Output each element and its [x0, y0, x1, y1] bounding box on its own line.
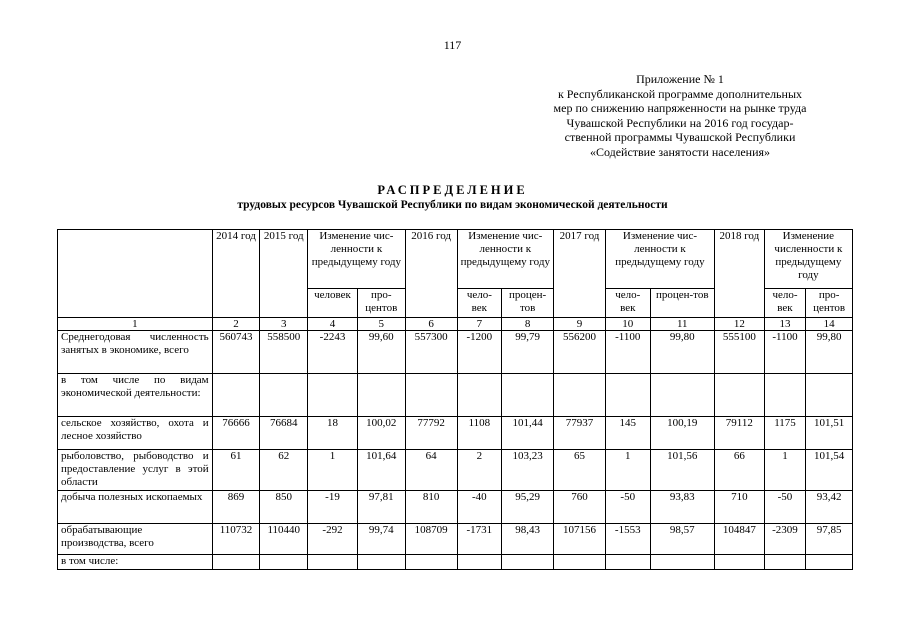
column-number: 1	[58, 318, 213, 331]
table-cell	[764, 555, 806, 570]
table-cell	[308, 555, 358, 570]
column-number: 14	[806, 318, 853, 331]
table-cell	[764, 374, 806, 417]
table-row	[58, 491, 853, 524]
table-cell: 99,80	[806, 331, 853, 374]
table-cell: 99,79	[502, 331, 554, 374]
document-subtitle: трудовых ресурсов Чувашской Республики по видам экономической деятельности	[237, 199, 668, 211]
header-change-2017: Изменение чис-ленности к предыдущему году	[605, 230, 714, 289]
row-label: в том числе:	[58, 555, 213, 570]
column-number: 8	[502, 318, 554, 331]
header-empty	[58, 230, 213, 318]
table-cell: 850	[260, 491, 308, 524]
table-cell: 99,60	[357, 331, 405, 374]
column-number: 3	[260, 318, 308, 331]
row-label: в том числе по видам экономической деятельности:	[58, 374, 213, 417]
row-label: сельское хозяйство, охота и лесное хозяйство	[58, 417, 213, 450]
column-number: 10	[605, 318, 650, 331]
table-cell: 810	[405, 491, 457, 524]
table-cell: 1	[308, 450, 358, 491]
table-cell: -1100	[764, 331, 806, 374]
table-cell	[212, 555, 260, 570]
table-cell	[405, 555, 457, 570]
table-cell	[457, 374, 502, 417]
table-cell: 18	[308, 417, 358, 450]
table-cell: -1731	[457, 524, 502, 555]
table-cell: 869	[212, 491, 260, 524]
table-cell: 61	[212, 450, 260, 491]
table-cell	[357, 555, 405, 570]
table-cell: 1	[605, 450, 650, 491]
table-cell: -1100	[605, 331, 650, 374]
column-number: 4	[308, 318, 358, 331]
table-cell	[806, 555, 853, 570]
appendix-line: Приложение № 1	[636, 72, 724, 86]
table-cell: -50	[764, 491, 806, 524]
header-persons: чело-век	[457, 289, 502, 318]
appendix-line: Чувашской Республики на 2016 год государ-	[566, 115, 794, 130]
header-2017: 2017 год	[554, 230, 606, 318]
table-cell: 95,29	[502, 491, 554, 524]
table-cell	[502, 555, 554, 570]
row-label: Среднегодовая численность занятых в экономике, всего	[58, 331, 213, 374]
header-percent: про-центов	[806, 289, 853, 318]
table-cell: 710	[714, 491, 764, 524]
table-cell: 99,80	[650, 331, 714, 374]
table-cell: 77792	[405, 417, 457, 450]
header-change-2018: Изменение численности к предыдущему году	[764, 230, 852, 289]
table-cell: 76684	[260, 417, 308, 450]
table-cell: 101,56	[650, 450, 714, 491]
column-number: 13	[764, 318, 806, 331]
column-number: 2	[212, 318, 260, 331]
row-label: обрабатывающие производства, всего	[58, 524, 213, 555]
table-cell: 1	[764, 450, 806, 491]
table-cell	[457, 555, 502, 570]
table-cell: 62	[260, 450, 308, 491]
table-cell	[554, 555, 606, 570]
column-number: 7	[457, 318, 502, 331]
table-cell: 107156	[554, 524, 606, 555]
table-cell	[554, 374, 606, 417]
table-cell	[308, 374, 358, 417]
header-percent: процен-тов	[502, 289, 554, 318]
table-cell: 101,54	[806, 450, 853, 491]
header-2016: 2016 год	[405, 230, 457, 318]
appendix-line: мер по снижению напряженности на рынке труда	[553, 101, 807, 116]
table-cell: -2243	[308, 331, 358, 374]
column-number: 6	[405, 318, 457, 331]
row-label: добыча полезных ископаемых	[58, 491, 213, 524]
table-cell: 65	[554, 450, 606, 491]
table-cell	[714, 555, 764, 570]
appendix-line: к Республиканской программе дополнительных	[557, 86, 803, 101]
table-cell: 97,81	[357, 491, 405, 524]
table-cell: 110732	[212, 524, 260, 555]
table-cell: 64	[405, 450, 457, 491]
table-row	[58, 331, 853, 374]
column-number: 12	[714, 318, 764, 331]
table-cell: 97,85	[806, 524, 853, 555]
table-cell: 99,74	[357, 524, 405, 555]
table-cell: -50	[605, 491, 650, 524]
table-row	[58, 450, 853, 491]
page-number: 117	[443, 38, 462, 52]
table-cell: 98,57	[650, 524, 714, 555]
table-cell: 100,19	[650, 417, 714, 450]
table-cell: 145	[605, 417, 650, 450]
header-2018: 2018 год	[714, 230, 764, 318]
table-row	[58, 555, 853, 570]
table-cell	[650, 374, 714, 417]
table-cell	[650, 555, 714, 570]
table-cell	[806, 374, 853, 417]
column-number: 5	[357, 318, 405, 331]
table-cell: 1108	[457, 417, 502, 450]
table-cell	[260, 374, 308, 417]
header-percent: про-центов	[357, 289, 405, 318]
table-cell	[212, 374, 260, 417]
header-change-2016: Изменение чис-ленности к предыдущему году	[457, 230, 554, 289]
table-cell: 66	[714, 450, 764, 491]
table-cell: -292	[308, 524, 358, 555]
table-cell: 76666	[212, 417, 260, 450]
table-cell	[714, 374, 764, 417]
table-cell: -1200	[457, 331, 502, 374]
header-percent: процен-тов	[650, 289, 714, 318]
table-row	[58, 524, 853, 555]
table-row	[58, 417, 853, 450]
table-cell	[605, 374, 650, 417]
table-cell: 79112	[714, 417, 764, 450]
table-cell: -19	[308, 491, 358, 524]
table-cell: 108709	[405, 524, 457, 555]
column-number: 11	[650, 318, 714, 331]
table-cell: 1175	[764, 417, 806, 450]
table-cell: 93,42	[806, 491, 853, 524]
table-cell: 2	[457, 450, 502, 491]
table-cell: 93,83	[650, 491, 714, 524]
header-2015: 2015 год	[260, 230, 308, 318]
row-label: рыболовство, рыбоводство и предоставление услуг в этой области	[58, 450, 213, 491]
table-cell: 77937	[554, 417, 606, 450]
table-cell: 101,64	[357, 450, 405, 491]
table-cell: 560743	[212, 331, 260, 374]
table-cell	[502, 374, 554, 417]
table-cell: 104847	[714, 524, 764, 555]
table-cell: 556200	[554, 331, 606, 374]
table-cell: -2309	[764, 524, 806, 555]
document-title: РАСПРЕДЕЛЕНИЕ	[377, 183, 528, 197]
table-cell	[605, 555, 650, 570]
table-cell: 98,43	[502, 524, 554, 555]
table-cell: 103,23	[502, 450, 554, 491]
table-cell	[357, 374, 405, 417]
column-number: 9	[554, 318, 606, 331]
table-row	[58, 374, 853, 417]
table-cell: 101,51	[806, 417, 853, 450]
table-cell: -40	[457, 491, 502, 524]
header-persons: чело-век	[764, 289, 806, 318]
table-cell: 100,02	[357, 417, 405, 450]
table-cell: -1553	[605, 524, 650, 555]
header-persons: человек	[308, 289, 358, 318]
table-cell: 555100	[714, 331, 764, 374]
distribution-table	[57, 229, 853, 570]
table-cell: 110440	[260, 524, 308, 555]
table-cell	[405, 374, 457, 417]
header-change-2015: Изменение чис-ленности к предыдущему году	[308, 230, 406, 289]
table-cell: 101,44	[502, 417, 554, 450]
table-cell: 760	[554, 491, 606, 524]
table-cell: 558500	[260, 331, 308, 374]
header-2014: 2014 год	[212, 230, 260, 318]
appendix-note	[520, 72, 840, 160]
table-cell	[260, 555, 308, 570]
appendix-line: ственной программы Чувашской Республики	[564, 130, 796, 145]
header-persons: чело-век	[605, 289, 650, 318]
appendix-line: «Содействие занятости населения»	[589, 144, 771, 159]
table-cell: 557300	[405, 331, 457, 374]
